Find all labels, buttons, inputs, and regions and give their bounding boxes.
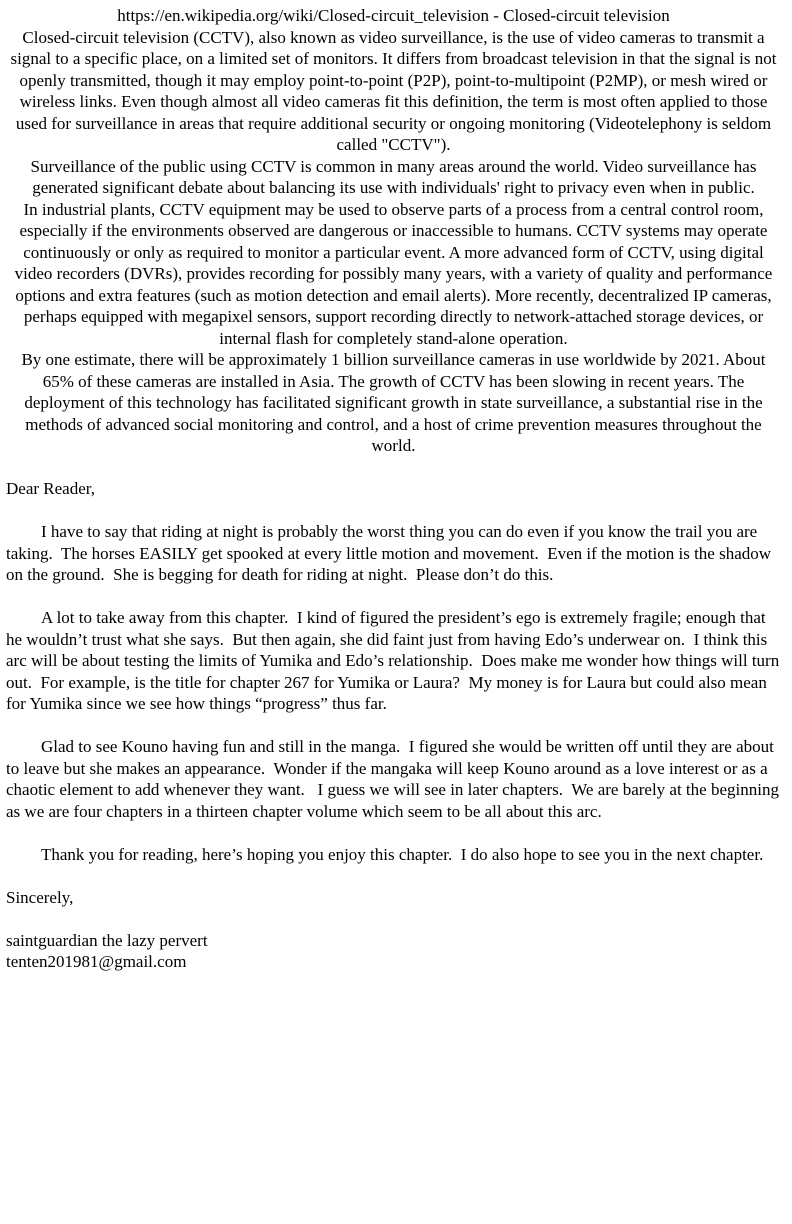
wiki-paragraph-2: Surveillance of the public using CCTV is common in many areas around the world. Video surveillance has generated significant debate about balancing its use with individuals' right to privacy even when in public. — [30, 156, 757, 197]
signature-email: tenten201981@gmail.com — [6, 952, 187, 971]
wiki-paragraph-4: By one estimate, there will be approximately 1 billion surveillance cameras in use worldwide by 2021. About 65% of these cameras are installed in Asia. The growth of CCTV has been slowing in recent years. The deployment of this technology has facilitated significant growth in state surveillance, a substantial rise in the methods of advanced social monitoring and control, and a host of crime prevention measures throughout the world. — [21, 350, 766, 455]
source-url-line: https://en.wikipedia.org/wiki/Closed-circuit_television - Closed-circuit television — [117, 6, 670, 25]
letter-salutation: Dear Reader, — [6, 479, 95, 498]
letter-paragraph-3: Glad to see Kouno having fun and still in the manga. I figured she would be written off until they are about to leave but she makes an appearance. Wonder if the mangaka will keep Kouno around as a love interest or as a chaotic element to add whenever they want. I guess we will see in later chapters. We are barely at the beginning as we are four chapters in a thirteen chapter volume which seem to be all about this arc. — [6, 737, 784, 821]
letter-paragraph-2: A lot to take away from this chapter. I kind of figured the president’s ego is extremely fragile; enough that he wouldn’t trust what she says. But then again, she did faint just from having Edo’s underwear on. I think this arc will be about testing the limits of Yumika and Edo’s relationship. Does make me wonder how things will turn out. For example, is the title for chapter 267 for Yumika or Laura? My money is for Laura but could also mean for Yumika since we see how things “progress” thus far. — [6, 608, 784, 713]
letter-paragraph-1: I have to say that riding at night is probably the worst thing you can do even if you know the trail you are taking. The horses EASILY get spooked at every little motion and movement. Even if the motion is the shadow on the ground. She is begging for death for riding at night. Please don’t do this. — [6, 522, 776, 584]
wiki-paragraph-1: Closed-circuit television (CCTV), also known as video surveillance, is the use of video cameras to transmit a signal to a specific place, on a limited set of monitors. It differs from broadcast television in that the signal is not openly transmitted, though it may employ point-to-point (P2P), point-to-multipoint (P2MP), or mesh wired or wireless links. Even though almost all video cameras fit this definition, the term is most often applied to those used for surveillance in areas that require additional security or ongoing monitoring (Videotelephony is seldom called "CCTV"). — [10, 27, 777, 154]
letter-paragraph-4: Thank you for reading, here’s hoping you enjoy this chapter. I do also hope to see you in the next chapter. — [41, 844, 764, 864]
reader-letter — [6, 478, 784, 973]
letter-closing: Sincerely, — [6, 887, 74, 907]
wikipedia-excerpt — [6, 5, 781, 457]
signature-name: saintguardian the lazy pervert — [6, 930, 208, 950]
wiki-paragraph-3: In industrial plants, CCTV equipment may be used to observe parts of a process from a central control room, especially if the environments observed are dangerous or inaccessible to humans. CCTV systems may operate continuously or only as required to monitor a particular event. A more advanced form of CCTV, using digital video recorders (DVRs), provides recording for possibly many years, with a variety of quality and performance options and extra features (such as motion detection and email alerts). More recently, decentralized IP cameras, perhaps equipped with megapixel sensors, support recording directly to network-attached storage devices, or internal flash for completely stand-alone operation. — [14, 199, 773, 348]
